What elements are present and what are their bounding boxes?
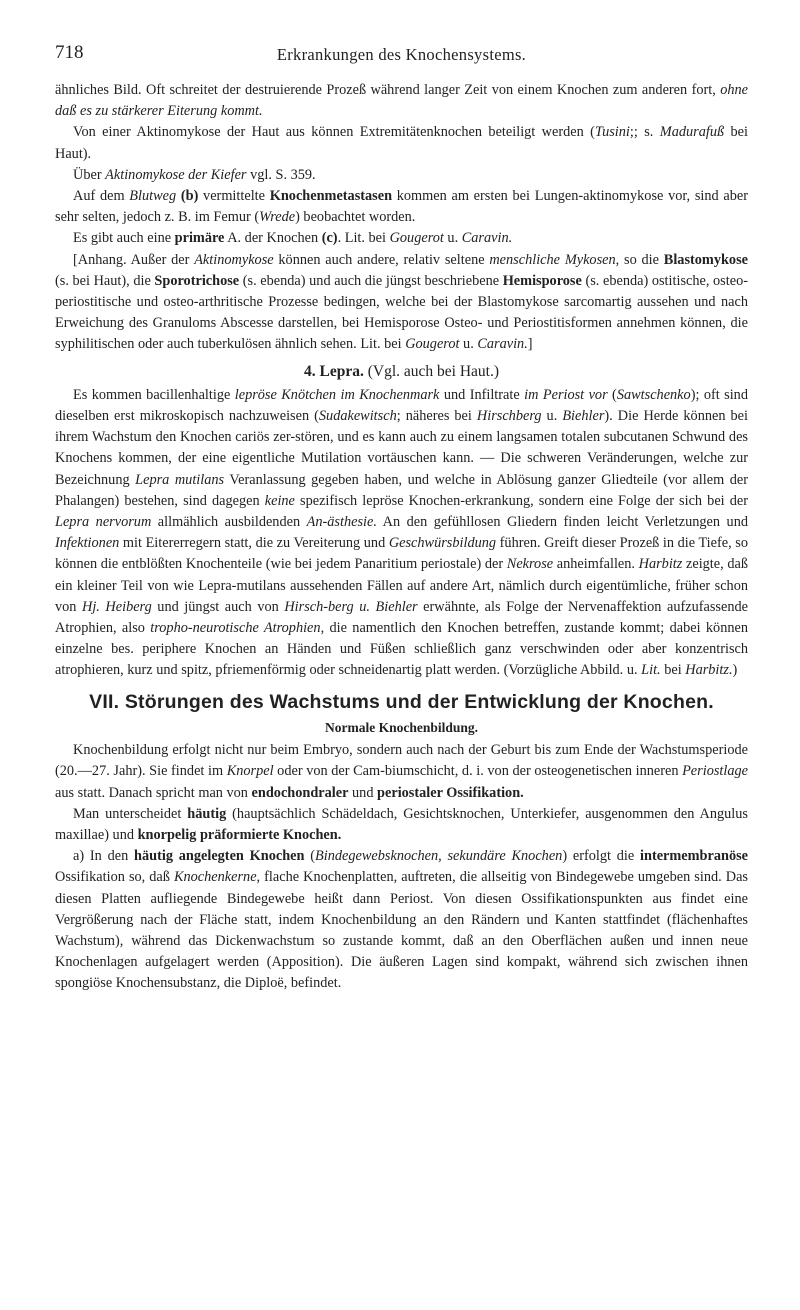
italic-run: Tusini [594,124,630,141]
text-run: Ossifikation so, daß [55,869,174,886]
text-run: erwähnte, als Folge der Nervenaffektion aufzufassende Atrophien, also [55,598,748,637]
bold-run: endochondraler [251,784,349,801]
body-text [55,80,748,995]
text-run: [Anhang. Außer der [73,251,195,268]
text-run: ; näheres bei [396,408,477,425]
text-run: kommen am ersten bei Lungen-aktinomykose vor, sind aber sehr selten, jedoch z. B. im Femur ( [55,188,748,226]
italic-run: Caravin. [477,336,528,353]
text-run: bei [660,662,686,679]
text-run: ) [732,662,738,679]
paragraph [55,385,748,682]
text-run: Normale Knochenbildung. [324,719,479,735]
italic-run: Aktinomykose der Kiefer [105,166,247,183]
running-title: Erkrankungen des Knochensystems. [276,45,527,64]
italic-run: Hirschberg [476,408,542,425]
italic-run: Periostlage [682,763,748,780]
bold-run: Sporotrichose [154,272,240,289]
italic-run: lepröse Knötchen im Knochenmark [234,386,440,403]
bold-run: (c) [321,230,338,247]
text-run: , so die [615,251,664,268]
italic-run: Blutweg [129,188,177,205]
text-run: u. [459,336,478,353]
italic-run: An-ästhesie. [306,514,377,531]
paragraph [55,228,748,249]
italic-run: Harbitz [638,556,683,573]
text-run: Knochenbildung erfolgt nicht nur beim Embryo, sondern auch nach der Geburt bis zum Ende der Wachstumsperiode (20.—27. Jahr). Sie findet im [55,742,748,780]
italic-run: Bindegewebsknochen, sekundäre Knochen [315,848,563,865]
italic-run: Harbitz. [685,662,733,679]
text-run: ( [304,848,316,865]
paragraph [55,804,748,846]
italic-run: ohne daß es zu stärkerer Eiterung kommt. [55,82,748,120]
text-run: u. [443,230,462,247]
italic-run: Lepra nervorum [55,514,152,531]
text-run: ( [607,386,617,403]
text-run: a) In den [73,848,135,865]
section-heading-lepra [55,361,748,382]
bold-run: knorpelig präformierte Knochen. [137,826,342,843]
italic-run: Biehler [562,408,605,425]
italic-run: im Periost vor [524,386,608,403]
text-run: 4. Lepra. [304,362,364,380]
text-run: Veranlassung gegeben haben, und welche in Ablösung ganzer Gliedteile (vor allem der Phalangen) bestehen, sind dagegen [55,471,748,509]
page-number: 718 [55,42,84,63]
italic-run: menschliche Mykosen [489,251,616,268]
text-run: spezifisch lepröse Knochen-erkrankung, sondern eine Folge der sich bei der [294,492,748,509]
italic-run: Aktinomykose [194,251,274,268]
text-run: aus statt. Danach spricht man von [55,784,252,801]
paragraph [55,80,748,122]
italic-run: tropho-neurotische Atrophien [150,620,321,637]
italic-run: Madurafuß [659,124,725,141]
bold-run: (b) [180,188,199,205]
italic-run: Knochenkerne [173,869,257,886]
paragraph [55,846,748,994]
text-run: mit Eitererregern statt, die zu Vereiterung und [119,535,389,552]
text-run: Es kommen bacillenhaltige [73,386,235,403]
italic-run: Nekrose [506,556,554,573]
italic-run: Caravin. [461,230,513,247]
bold-run: periostaler Ossifikation. [377,784,524,801]
text-run: allmählich ausbildenden [151,514,307,531]
text-run: ). Die Herde können bei ihrem Wachstum den Knochen cariös zer-stören, und es kann auch zu einem langsamen totalen subcutanen Schwund des Knochens kommen, der eine eigentliche Mutilation vortäuschen kann. — Die schweren Veränderungen, welche zur Bezeichnung [55,408,748,488]
italic-run: keine [264,492,295,509]
italic-run: Geschwürsbildung [388,535,497,552]
bold-run: Hemisporose [502,272,582,289]
text-run: ;; s. [629,124,660,141]
text-run: ähnliches Bild. Oft schreitet der destruierende Prozeß während langer Zeit von einem Knochen zum anderen fort, [55,82,721,98]
running-head [55,42,748,66]
bold-run: häutig [187,805,227,822]
text-run: Man unterscheidet [73,805,188,822]
italic-run: Wrede [259,209,296,226]
text-run: führen. Greift dieser Prozeß in die Tiefe, so können die entblößten Knochenteile (wie bei jedem Panaritium periostale) der [55,535,748,573]
paragraph [55,186,748,228]
italic-run: Hirsch-berg u. Biehler [284,598,418,615]
text-run: vermittelte [198,188,270,205]
text-run: Über [73,166,106,183]
text-run: und jüngst auch von [151,598,285,615]
italic-run: Infektionen [55,535,120,552]
paragraph [55,122,748,164]
text-run: (Vgl. auch bei Haut.) [363,362,499,380]
chapter-heading [55,692,748,713]
bold-run: primäre [174,230,225,247]
text-run: A. der Knochen [224,230,322,247]
text-run: . Lit. bei [337,230,390,247]
text-run: (s. ebenda) und auch die jüngst beschriebene [239,272,503,289]
text-run: zeigte, daß ein kleiner Teil von wie Lepra-mutilans aussehenden Fällen auf andere Art, nämlich durch eigentümliche, früher schon von [55,556,748,615]
bold-run: intermembranöse [640,848,749,865]
bold-run: Knochenmetastasen [269,188,393,205]
text-run: ); oft sind dieselben erst mikroskopisch nachzuweisen ( [55,386,748,425]
text-run: u. [541,408,563,425]
text-run: vgl. S. 359. [246,166,316,183]
text-run: , die namentlich den Knochen betreffen, zustande kommt; dabei können einzelne bes. periphere Knochen an Händen und Füßen schließlich ganz verschwinden oder aber konzentrisch atrophieren, kurz und spitz, pfriemenförmig oder schneidenartig platt werden. (Vorzügliche Abbild. u. [55,620,748,679]
italic-run: Gougerot [389,230,444,247]
text-run: Von einer Aktinomykose der Haut aus können Extremitätenknochen beteiligt werden ( [73,124,595,141]
italic-run: Hj. Heiberg [82,598,152,615]
text-run: anheimfallen. [553,556,639,573]
text-run: (hauptsächlich Schädeldach, Gesichtsknochen, Unterkiefer, ausgenommen den Angulus maxillae) und [55,805,748,843]
text-run: An den gefühllosen Gliedern finden leicht Verletzungen und [376,514,748,531]
text-run: VII. Störungen des Wachstums und der Entwicklung der Knochen. [89,690,714,713]
paragraph [55,740,748,804]
italic-run: Lepra mutilans [135,471,225,488]
bold-run: häutig angelegten Knochen [134,848,305,865]
text-run: ) beobachtet worden. [295,209,416,226]
bold-run: Blastomykose [663,251,748,268]
text-run: ] [527,336,533,353]
text-run: Auf dem [73,188,130,205]
text-run: bei Haut). [55,124,748,162]
text-run: oder von der Cam-biumschicht, d. i. von der osteogenetischen inneren [273,763,683,780]
text-run: , flache Knochenplatten, auftreten, die allseitig von Bindegewebe umgeben sind. Das diesen Platten aufliegende Bindegewebe heißt dann Periost. Von diesen Ossifikationspunkten aus findet eine Vergrößerung nach der Fläche statt, indem Knochenbildung an den Rändern und Kanten stattfindet (flächenhaftes Wachstum), während das Dickenwachstum so zustande kommt, daß an den Oberflächen außen und innen neue Knochenlagen aufgelagert werden (Apposition). Die äußeren Lagen sind kompakt, während sich zwischen ihnen spongiöse Knochensubstanz, die Diploë, befindet. [55,869,748,992]
text-run: ) erfolgt die [562,848,641,865]
text-run: Es gibt auch eine [73,230,175,247]
italic-run: Sudakewitsch [318,408,397,425]
text-run: und Infiltrate [439,386,525,403]
italic-run: Sawtschenko [616,386,691,403]
text-run: (s. bei Haut), die [55,272,155,289]
paragraph [55,165,748,186]
italic-run: Lit. [641,662,661,679]
text-run: und [348,784,378,801]
text-run: können auch andere, relativ seltene [273,251,490,268]
italic-run: Knorpel [226,763,274,780]
paragraph [55,250,748,356]
italic-run: Gougerot [405,336,460,353]
text-run: (s. ebenda) ostitische, osteo-periostitische und osteo-arthritische Prozesse bedingen, welche bei der Blastomykose sarcomartig aussehen und nach Erweichung des Granuloms Abscesse darstellen, bei Hemisporose Osteo- und Periostitisformen annehmen können, die syphilitischen oder auch tuberkulösen ähnlich sehen. Lit. bei [55,272,748,353]
subheading [55,717,748,738]
